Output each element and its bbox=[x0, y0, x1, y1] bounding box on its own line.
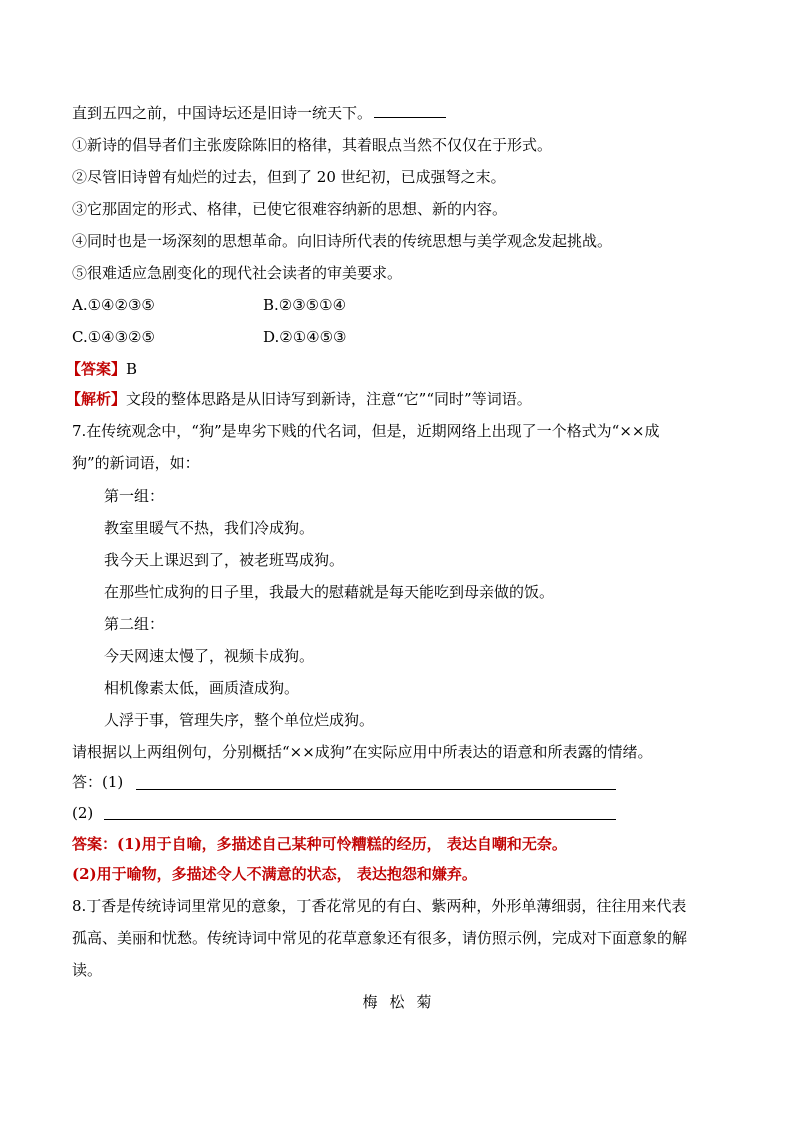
q6-option-b: B.②③⑤①④ bbox=[263, 296, 347, 314]
q8-image-chrysanthemum: 菊 bbox=[416, 993, 432, 1011]
q7-key-label: 答案： bbox=[72, 835, 118, 853]
q6-answer-value: B bbox=[126, 360, 138, 378]
q8-image-list bbox=[0, 992, 794, 1012]
q7-key-1 bbox=[72, 834, 567, 854]
q7-group1-example-3: 在那些忙成狗的日子里，我最大的慰藉就是每天能吃到母亲做的饭。 bbox=[104, 583, 555, 601]
q6-stem: 直到五四之前，中国诗坛还是旧诗一统天下。 bbox=[72, 104, 373, 122]
q7-group2-example-2: 相机像素太低，画质渣成狗。 bbox=[104, 679, 300, 697]
q6-option-a: A.①④②③⑤ bbox=[72, 296, 155, 314]
q8-line-2: 孤高、美丽和忧愁。传统诗词中常见的花草意象还有很多，请仿照示例，完成对下面意象的解 bbox=[72, 929, 688, 947]
q6-analysis bbox=[66, 389, 532, 409]
q6-answer bbox=[66, 359, 137, 379]
q6-item-5: ⑤很难适应急剧变化的现代社会读者的审美要求。 bbox=[72, 264, 403, 282]
q7-group1-label: 第一组： bbox=[104, 487, 165, 505]
q7-group1-example-1: 教室里暖气不热，我们冷成狗。 bbox=[104, 519, 315, 537]
q7-answer-1-line[interactable] bbox=[136, 789, 616, 790]
q6-item-2: ②尽管旧诗曾有灿烂的过去，但到了 20 世纪初，已成强弩之末。 bbox=[72, 168, 506, 186]
q6-item-1: ①新诗的倡导者们主张废除陈旧的格律，其着眼点当然不仅仅在于形式。 bbox=[72, 136, 553, 154]
q7-stem-line-2: 狗”的新词语，如： bbox=[72, 454, 200, 472]
q6-blank bbox=[374, 103, 446, 118]
q7-group2-label: 第二组： bbox=[104, 615, 165, 633]
q6-option-d: D.②①④⑤③ bbox=[263, 328, 347, 346]
q7-prompt: 请根据以上两组例句，分别概括“××成狗”在实际应用中所表达的语意和所表露的情绪。 bbox=[72, 743, 653, 761]
q6-analysis-label: 【解析】 bbox=[66, 390, 127, 408]
q6-item-3: ③它那固定的形式、格律，已使它很难容纳新的思想、新的内容。 bbox=[72, 200, 508, 218]
q6-analysis-text: 文段的整体思路是从旧诗写到新诗，注意“它”“同时”等词语。 bbox=[126, 390, 532, 408]
q7-answer-2-prefix: (2) bbox=[72, 804, 94, 822]
q8-image-plum: 梅 bbox=[362, 993, 378, 1011]
q6-answer-label: 【答案】 bbox=[66, 360, 127, 378]
q8-line-3: 读。 bbox=[72, 961, 103, 979]
q6-item-4: ④同时也是一场深刻的思想革命。向旧诗所代表的传统思想与美学观念发起挑战。 bbox=[72, 232, 613, 250]
q8-image-pine: 松 bbox=[389, 993, 405, 1011]
q8-line-1: 8.丁香是传统诗词里常见的意象，丁香花常见的有白、紫两种，外形单薄细弱，往往用来代表 bbox=[72, 897, 687, 915]
q7-group1-example-2: 我今天上课迟到了，被老班骂成狗。 bbox=[104, 551, 345, 569]
q7-answer-2-line[interactable] bbox=[104, 819, 616, 820]
q7-answer-1-prefix: 答：(1) bbox=[72, 773, 124, 791]
q7-stem-line-1: 7.在传统观念中，“狗”是卑劣下贱的代名词，但是，近期网络上出现了一个格式为“××成 bbox=[72, 422, 660, 440]
q6-option-c: C.①④③②⑤ bbox=[72, 328, 155, 346]
q7-group2-example-3: 人浮于事，管理失序，整个单位烂成狗。 bbox=[104, 711, 375, 729]
q6-stem-line bbox=[72, 103, 446, 123]
q7-key-1-text: (1)用于自喻，多描述自己某种可怜糟糕的经历， 表达自嘲和无奈。 bbox=[117, 835, 567, 853]
q7-group2-example-1: 今天网速太慢了，视频卡成狗。 bbox=[104, 647, 315, 665]
q7-key-2: (2)用于喻物，多描述令人不满意的状态， 表达抱怨和嫌弃。 bbox=[72, 865, 477, 883]
